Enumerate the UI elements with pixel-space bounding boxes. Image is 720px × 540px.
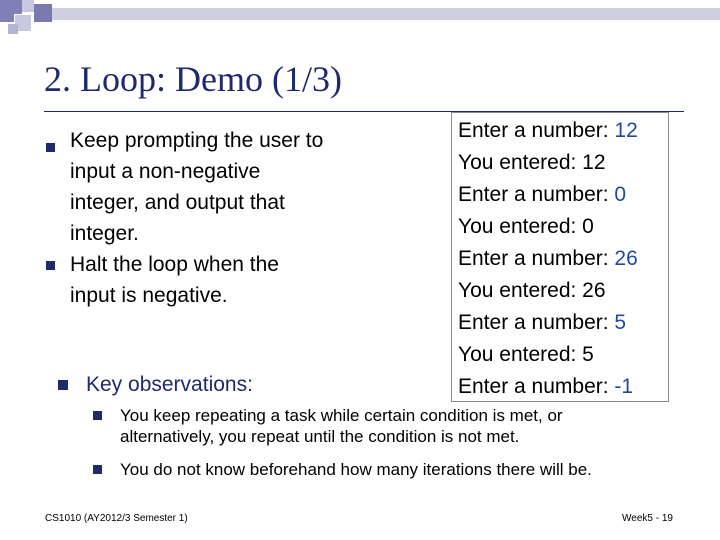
sub-bullet-icon	[93, 465, 102, 474]
decor-square	[34, 4, 52, 22]
footer-course: CS1010 (AY2012/3 Semester 1)	[45, 513, 188, 524]
sub-bullet-icon	[93, 411, 102, 420]
bullet-icon	[46, 143, 55, 152]
console-line: Enter a number: 5	[458, 311, 627, 334]
decor-square	[22, 0, 34, 12]
console-line: You entered: 0	[458, 215, 594, 238]
bullet-icon	[58, 380, 68, 390]
footer-page-number: Week5 - 19	[622, 513, 673, 524]
console-line: Enter a number: 0	[458, 183, 627, 206]
console-line: You entered: 26	[458, 279, 606, 302]
bullet-text: Halt the loop when the input is negative.	[70, 253, 279, 307]
decorative-header	[0, 0, 720, 48]
observation-item: You do not know beforehand how many iterations there will be.	[120, 460, 592, 479]
console-line: You entered: 12	[458, 151, 606, 174]
input-value: -1	[614, 375, 634, 398]
input-value: 12	[614, 119, 638, 142]
console-output-box	[451, 112, 669, 402]
bullet-text: Keep prompting the user to input a non-negative integer, and output that integer.	[70, 129, 324, 245]
bullet-icon	[46, 261, 55, 270]
observation-item: You keep repeating a task while certain condition is met, or alternatively, you repeat until the condition is not met.	[120, 406, 563, 446]
header-strip	[40, 8, 720, 20]
input-value: 5	[614, 311, 627, 334]
key-observations-heading: Key observations:	[86, 373, 253, 396]
console-line: Enter a number: 12	[458, 119, 638, 142]
slide-title: 2. Loop: Demo (1/3)	[44, 59, 342, 99]
input-value: 26	[614, 247, 638, 270]
decor-square	[8, 24, 18, 34]
console-line: Enter a number: -1	[458, 375, 634, 398]
console-line: Enter a number: 26	[458, 247, 638, 270]
input-value: 0	[614, 183, 627, 206]
console-line: You entered: 5	[458, 343, 594, 366]
